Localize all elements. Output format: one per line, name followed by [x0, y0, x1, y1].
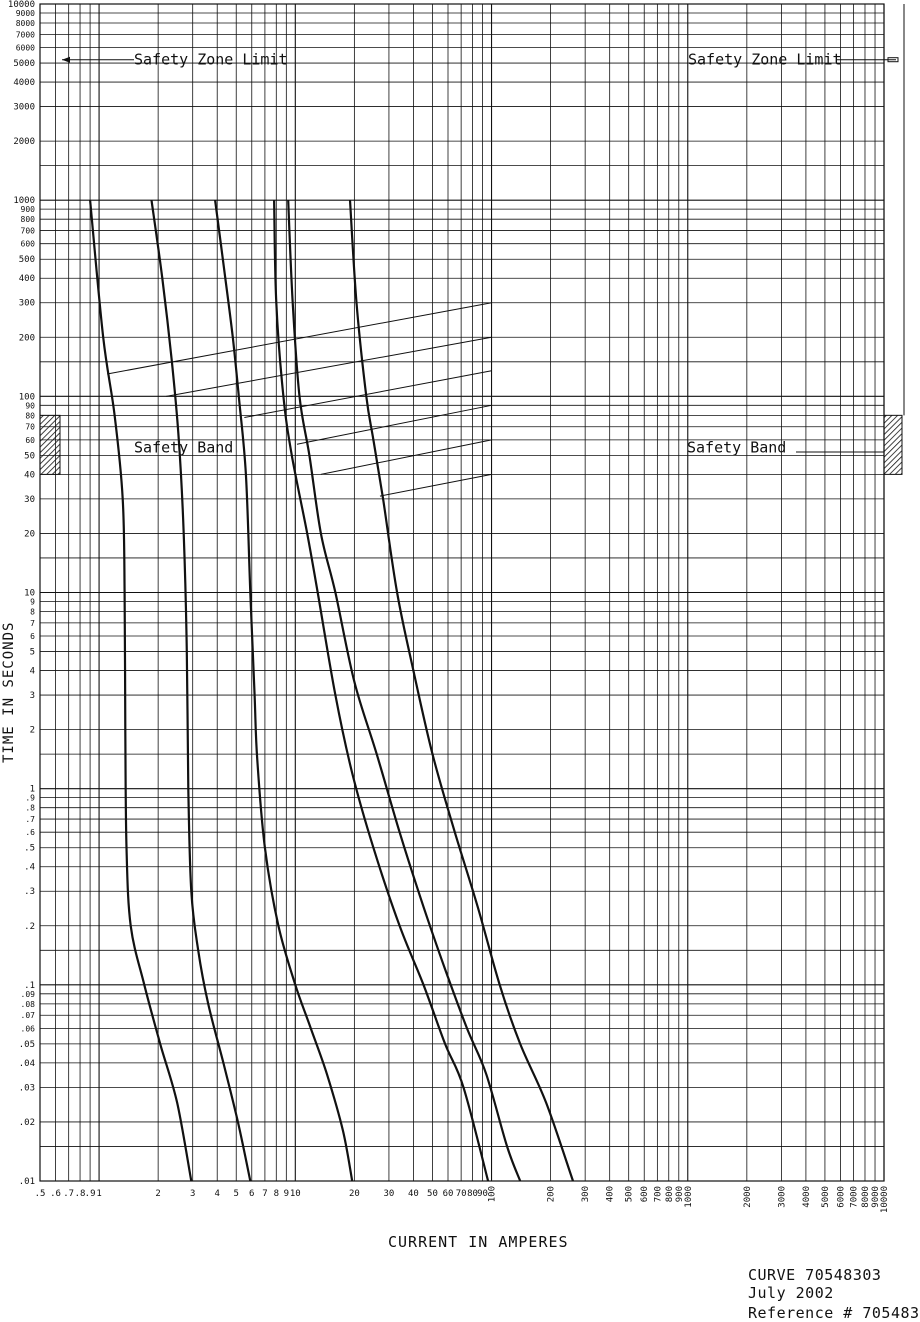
y-tick-label: .02 [18, 1117, 35, 1128]
y-tick-label: 9000 [15, 8, 35, 18]
x-tick-label: 9 [283, 1189, 290, 1199]
x-tick-label: 20 [348, 1189, 360, 1199]
y-tick-label: 5000 [13, 59, 35, 70]
y-tick-label: 50 [24, 451, 35, 462]
x-tick-label: 6 [249, 1189, 255, 1199]
safety-band-left-label: Safety Band [134, 438, 234, 457]
y-tick-label: 2 [29, 725, 35, 736]
x-tick-label: 1 [96, 1189, 102, 1199]
y-tick-label: 700 [20, 226, 35, 236]
y-tick-label: 600 [20, 239, 35, 249]
y-tick-label: .01 [18, 1177, 35, 1187]
x-tick-label: 30 [383, 1189, 395, 1199]
x-tick-label: 1000 [683, 1186, 694, 1208]
y-tick-label: 60 [25, 435, 35, 445]
y-tick-label: 1000 [13, 196, 35, 207]
y-tick-label: 4000 [13, 78, 35, 89]
x-tick-label: .5 [34, 1189, 46, 1199]
x-tick-label: 10 [289, 1189, 301, 1199]
x-tick-label: 700 [653, 1186, 664, 1203]
y-tick-label: .08 [20, 999, 35, 1009]
y-tick-label: .8 [25, 803, 35, 813]
y-tick-label: 9 [30, 597, 35, 607]
y-tick-label: 7000 [15, 30, 35, 40]
y-tick-label: 8000 [15, 19, 35, 29]
y-tick-label: .03 [18, 1083, 35, 1094]
x-tick-label: .9 [84, 1189, 96, 1199]
x-tick-label: 4 [214, 1189, 220, 1199]
y-tick-label: 300 [18, 298, 35, 309]
series-curve-3 [215, 200, 352, 1181]
y-tick-label: .6 [25, 828, 35, 838]
x-tick-label: 800 [664, 1186, 675, 1203]
y-tick-label: .04 [18, 1058, 35, 1069]
safety-band-right-label: Safety Band [687, 438, 787, 457]
x-tick-label: 100 [487, 1186, 498, 1203]
x-tick-label: 3000 [777, 1186, 788, 1208]
y-tick-label: 800 [20, 215, 35, 225]
y-tick-label: 1 [29, 784, 35, 795]
y-tick-label: .3 [24, 887, 35, 898]
y-tick-label: .9 [25, 793, 35, 803]
x-tick-label: 300 [581, 1186, 592, 1203]
x-tick-label: 8 [273, 1189, 279, 1199]
x-tick-label: .6 [50, 1189, 61, 1199]
x-tick-label: 500 [624, 1186, 635, 1203]
safety-band-hatch-left [40, 415, 60, 474]
y-tick-label: 10 [24, 588, 35, 599]
y-tick-label: .1 [24, 980, 35, 991]
x-tick-label: 90 [477, 1189, 488, 1199]
y-tick-label: .05 [18, 1039, 35, 1050]
x-tick-label: 50 [427, 1189, 438, 1199]
y-tick-label: 900 [20, 205, 35, 215]
x-tick-label: 5 [233, 1189, 239, 1199]
curve-date: July 2002 [748, 1284, 834, 1302]
x-tick-label: 9000 [871, 1186, 882, 1208]
y-tick-label: 90 [25, 401, 35, 411]
y-tick-label: 100 [18, 392, 35, 403]
y-tick-label: .2 [24, 921, 35, 932]
x-tick-label: 7 [262, 1189, 268, 1199]
x-tick-label: 5000 [820, 1186, 831, 1208]
y-tick-label: 500 [18, 255, 35, 266]
y-tick-label: 4 [29, 666, 35, 677]
x-tick-label: 3 [189, 1189, 196, 1199]
safety-line [380, 474, 492, 496]
y-tick-label: 200 [18, 333, 35, 344]
x-tick-label: 40 [408, 1189, 419, 1199]
y-tick-label: 10000 [7, 0, 35, 10]
y-tick-label: .7 [25, 815, 35, 825]
y-tick-label: .07 [20, 1011, 35, 1021]
y-tick-label: 6000 [15, 43, 35, 53]
x-tick-label: 10000 [880, 1186, 890, 1214]
safety-zone-limit-left-label: Safety Zone Limit [134, 50, 288, 69]
x-tick-label: .8 [74, 1189, 86, 1199]
x-tick-label: 60 [442, 1189, 454, 1199]
y-tick-label: 2000 [13, 137, 35, 148]
safety-line [297, 405, 492, 444]
y-tick-label: .06 [20, 1024, 35, 1034]
curve-number: CURVE 70548303 [748, 1266, 882, 1284]
x-tick-label: 4000 [801, 1186, 812, 1208]
x-tick-label: 200 [546, 1186, 557, 1203]
y-tick-label: 7 [30, 618, 35, 628]
x-tick-label: 80 [467, 1189, 478, 1199]
y-tick-label: 80 [25, 411, 35, 421]
x-tick-label: 6000 [836, 1186, 847, 1208]
series-curve-4 [274, 200, 488, 1181]
y-tick-label: 70 [25, 422, 35, 432]
y-tick-label: 30 [24, 494, 35, 505]
safety-line [321, 440, 492, 475]
x-tick-label: 600 [640, 1186, 651, 1203]
safety-zone-limit-right-label: Safety Zone Limit [688, 50, 842, 69]
x-tick-label: 2 [155, 1189, 161, 1199]
safety-zone-arrowhead-left [62, 57, 70, 63]
y-tick-label: 40 [24, 470, 35, 481]
y-tick-label: 3000 [13, 102, 35, 113]
reference-number: Reference # 705483 [748, 1304, 920, 1322]
x-tick-label: .7 [63, 1189, 75, 1199]
safety-band-hatch-right [884, 415, 902, 474]
y-axis-label: TIME IN SECONDS [1, 621, 17, 763]
x-tick-label: 70 [455, 1189, 467, 1199]
y-tick-label: .5 [24, 843, 35, 854]
x-tick-label: 7000 [849, 1186, 860, 1208]
y-tick-label: 6 [30, 632, 35, 642]
safety-line [107, 303, 491, 374]
x-axis-label: CURRENT IN AMPERES [388, 1233, 569, 1251]
y-tick-label: 8 [30, 607, 35, 617]
y-tick-label: 400 [18, 274, 35, 285]
y-tick-label: .09 [20, 989, 35, 999]
series-curve-5 [288, 200, 520, 1181]
x-tick-label: 400 [605, 1186, 616, 1203]
y-tick-label: .4 [24, 862, 35, 873]
x-tick-label: 8000 [860, 1186, 871, 1208]
series-curve-2 [152, 200, 251, 1181]
safety-line [166, 337, 491, 396]
x-tick-label: 900 [674, 1186, 685, 1203]
x-tick-label: 2000 [742, 1186, 753, 1208]
y-tick-label: 3 [29, 691, 35, 702]
series-curve-1 [90, 200, 191, 1181]
y-tick-label: 5 [29, 647, 35, 658]
y-tick-label: 20 [24, 529, 35, 540]
